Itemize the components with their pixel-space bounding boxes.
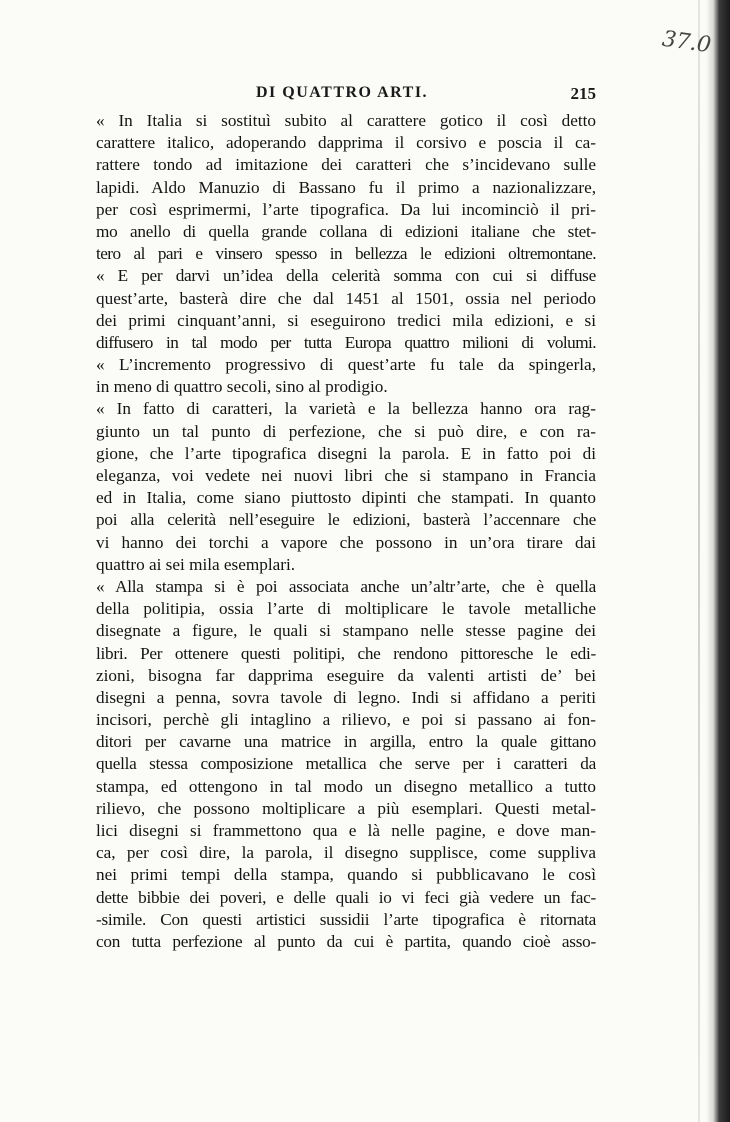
text-line: rattere tondo ad imitazione dei caratteri che s’incidevano sulle: [96, 155, 596, 175]
paragraph: [96, 576, 596, 953]
text-line: con tutta perfezione al punto da cui è partita, quando cioè asso-: [96, 931, 596, 951]
text-line: diffusero in tal modo per tutta Europa quattro milioni di volumi.: [96, 332, 596, 352]
page-gutter-shadow: [698, 0, 700, 1122]
text-line: « E per darvi un’idea della celerità somma con cui si diffuse: [96, 266, 596, 286]
text-line: per così esprimermi, l’arte tipografica. Da lui incominciò il pri-: [96, 199, 596, 219]
text-line: giunto un tal punto di perfezione, che si può dire, e con ra-: [96, 421, 596, 441]
text-line: « Alla stampa si è poi associata anche un’altr’arte, che è quella: [96, 576, 596, 596]
text-line: disegnate a figure, le quali si stampano nelle stesse pagine dei: [96, 621, 596, 641]
running-title: DI QUATTRO ARTI.: [256, 84, 429, 101]
text-line: incisori, perchè gli intaglino a rilievo, e poi si passano ai fon-: [96, 710, 596, 730]
text-line: quest’arte, basterà dire che dal 1451 al 1501, ossia nel periodo: [96, 288, 596, 308]
text-line: quattro ai sei mila esemplari.: [96, 554, 296, 574]
text-line: eleganza, voi vedete nei nuovi libri che si stampano in Francia: [96, 466, 596, 485]
paragraph: [96, 265, 596, 354]
text-line: poi alla celerità nell’eseguire le edizioni, basterà l’accennare che: [96, 510, 596, 530]
text-line: ditori per cavarne una matrice in argilla, entro la quale gittano: [96, 732, 596, 752]
page-number: 215: [570, 84, 596, 103]
text-line: « In Italia si sostituì subito al carattere gotico il così detto: [96, 111, 596, 130]
text-line: lapidi. Aldo Manuzio di Bassano fu il primo a nazionalizzare,: [96, 177, 596, 197]
text-line: stampa, ed ottengono in tal modo un disegno metallico a tutto: [96, 776, 596, 796]
text-line: libri. Per ottenere questi politipi, che rendono pittoresche le edi-: [96, 643, 596, 663]
text-line: « In fatto di caratteri, la varietà e la bellezza hanno ora rag-: [96, 399, 596, 419]
text-line: nei primi tempi della stampa, quando si pubblicavano le così: [96, 865, 596, 885]
page-edge-binding: [706, 0, 730, 1122]
text-line: dette bibbie dei poveri, e delle quali io vi feci già vedere un fac-: [96, 887, 596, 907]
text-line: quella stessa composizione metallica che serve per i caratteri da: [96, 754, 596, 774]
paragraph: [96, 398, 596, 576]
body-text: [96, 110, 596, 953]
text-line: in meno di quattro secoli, sino al prodigio.: [96, 377, 388, 397]
text-line: mo anello di quella grande collana di edizioni italiane che stet-: [96, 221, 596, 241]
text-line: disegni a penna, sovra tavole di legno. Indi si affidano a periti: [96, 687, 596, 707]
paragraph: [96, 110, 596, 265]
text-line: ed in Italia, come siano piuttosto dipinti che stampati. In quanto: [96, 488, 596, 508]
text-line: dei primi cinquant’anni, si eseguirono tredici mila edizioni, e si: [96, 310, 596, 330]
text-line: « L’incremento progressivo di quest’arte fu tale da spingerla,: [96, 355, 596, 375]
text-line: -simile. Con questi artistici sussidii l’arte tipografica è ritornata: [96, 909, 596, 929]
text-line: tero al pari e vinsero spesso in bellezza le edizioni oltremontane.: [96, 244, 596, 264]
text-line: gione, che l’arte tipografica disegni la parola. E in fatto poi di: [96, 443, 596, 463]
handwritten-page-note: 37.0: [660, 26, 713, 59]
text-line: della politipia, ossia l’arte di moltiplicare le tavole metalliche: [96, 599, 596, 619]
page-header: [96, 84, 596, 108]
text-line: zioni, bisogna far dapprima eseguire da valenti artisti de’ bei: [96, 665, 596, 685]
text-line: lici disegni si frammettono qua e là nelle pagine, e dove man-: [96, 821, 596, 840]
paragraph: [96, 354, 596, 398]
text-line: ca, per così dire, la parola, il disegno supplisce, come suppliva: [96, 843, 596, 863]
text-line: rilievo, che possono moltiplicare a più esemplari. Questi metal-: [96, 798, 596, 818]
text-line: vi hanno dei torchi a vapore che possono in un’ora tirare dai: [96, 532, 596, 552]
text-line: carattere italico, adoperando dapprima il corsivo e poscia il ca-: [96, 133, 596, 153]
